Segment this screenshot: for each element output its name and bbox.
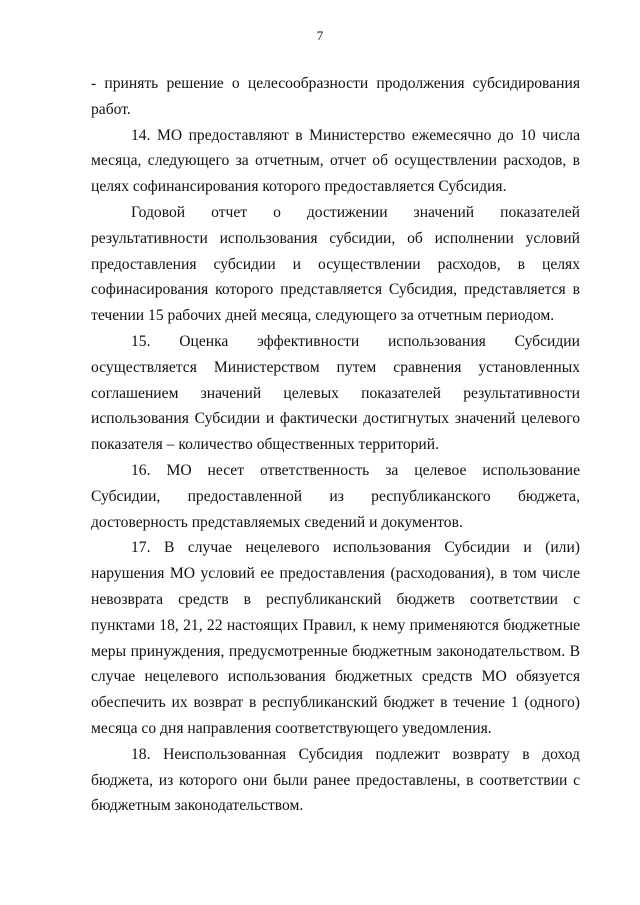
paragraph-16-responsibility: 16. МО несет ответственность за целевое использование Субсидии, предоставленной из республиканского бюджета, достоверность представляемых сведений и документов. — [91, 461, 580, 531]
paragraph-annual-report: Годовой отчет о достижении значений показателей результативности использования субсидии, об исполнении условий предоставления субсидии и осуществлении расходов, в целях софинасирования которого представляется Субсидия, представляется в течении 15 рабочих дней месяца, следующего за отчетным периодом. — [91, 203, 580, 325]
page-number: 7 — [316, 28, 324, 43]
paragraph-14-monthly-report: 14. МО предоставляют в Министерство ежемесячно до 10 числа месяца, следующего за отчетным, отчет об осуществлении расходов, в целях софинансирования которого предоставляется Субсидия. — [91, 126, 580, 196]
paragraph-15-efficiency-assessment: 15. Оценка эффективности использования Субсидии осуществляется Министерством путем сравнения установленных соглашением значений целевых показателей результативности использования Субсидии и фактически достигнутых значений целевого показателя – количество общественных территорий. — [91, 332, 580, 454]
paragraph-decision-item: - принять решение о целесообразности продолжения субсидирования работ. — [91, 75, 580, 118]
document-body — [91, 71, 580, 819]
paragraph-17-misuse-measures: 17. В случае нецелевого использования Субсидии и (или) нарушения МО условий ее предоставления (расходования), в том числе невозврата средств в республиканский бюджетв соответствии с пунктами 18, 21, 22 настоящих Правил, к нему применяются бюджетные меры принуждения, предусмотренные бюджетным законодательством. В случае нецелевого использования бюджетных средств МО обязуется обеспечить их возврат в республиканский бюджет в течение 1 (одного) месяца со дня направления соответствующего уведомления. — [91, 539, 580, 737]
paragraph-18-unused-subsidy-return: 18. Неиспользованная Субсидия подлежит возврату в доход бюджета, из которого они были ранее предоставлены, в соответствии с бюджетным законодательством. — [91, 745, 580, 815]
